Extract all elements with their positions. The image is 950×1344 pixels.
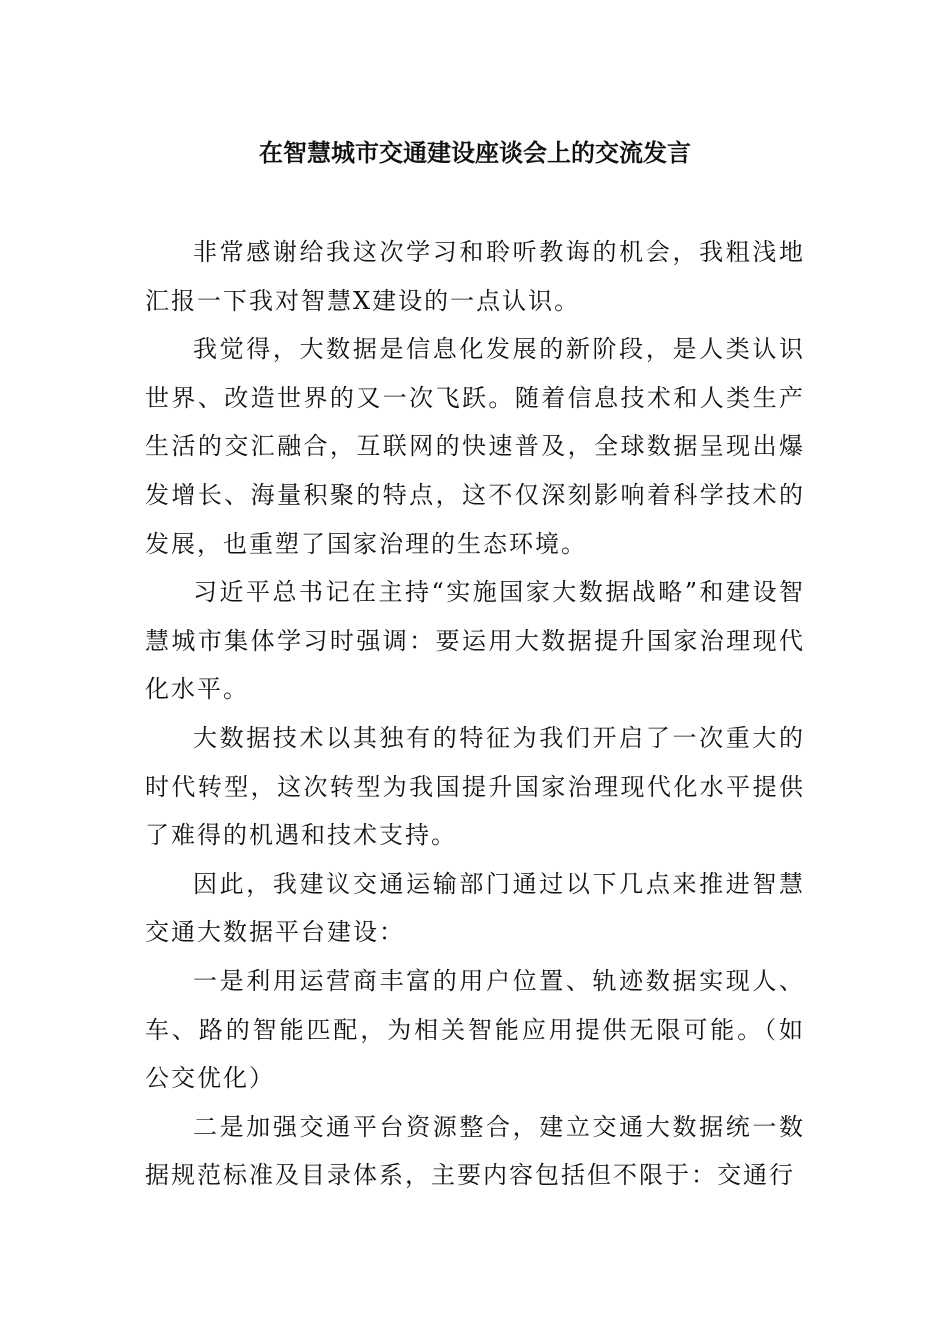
paragraph-2: 我觉得，大数据是信息化发展的新阶段，是人类认识世界、改造世界的又一次飞跃。随着信息技术和人类生产生活的交汇融合，互联网的快速普及，全球数据呈现出爆发增长、海量积聚的特点，这不仅深刻影响着科学技术的发展，也重塑了国家治理的生态环境。 xyxy=(145,335,805,558)
paragraph-6: 一是利用运营商丰富的用户位置、轨迹数据实现人、车、路的智能匹配，为相关智能应用提供无限可能。（如公交优化） xyxy=(145,966,805,1093)
document-body xyxy=(145,228,805,1200)
paragraph-3: 习近平总书记在主持“实施国家大数据战略”和建设智慧城市集体学习时强调：要运用大数据提升国家治理现代化水平。 xyxy=(145,578,805,704)
document-title: 在智慧城市交通建设座谈会上的交流发言 xyxy=(259,138,691,167)
paragraph-4: 大数据技术以其独有的特征为我们开启了一次重大的时代转型，这次转型为我国提升国家治理现代化水平提供了难得的机遇和技术支持。 xyxy=(145,723,805,850)
paragraph-5: 因此，我建议交通运输部门通过以下几点来推进智慧交通大数据平台建设： xyxy=(145,869,805,947)
paragraph-7: 二是加强交通平台资源整合，建立交通大数据统一数据规范标准及目录体系，主要内容包括但不限于：交通行 xyxy=(145,1112,805,1190)
paragraph-1: 非常感谢给我这次学习和聆听教诲的机会，我粗浅地汇报一下我对智慧X建设的一点认识。 xyxy=(145,238,805,315)
